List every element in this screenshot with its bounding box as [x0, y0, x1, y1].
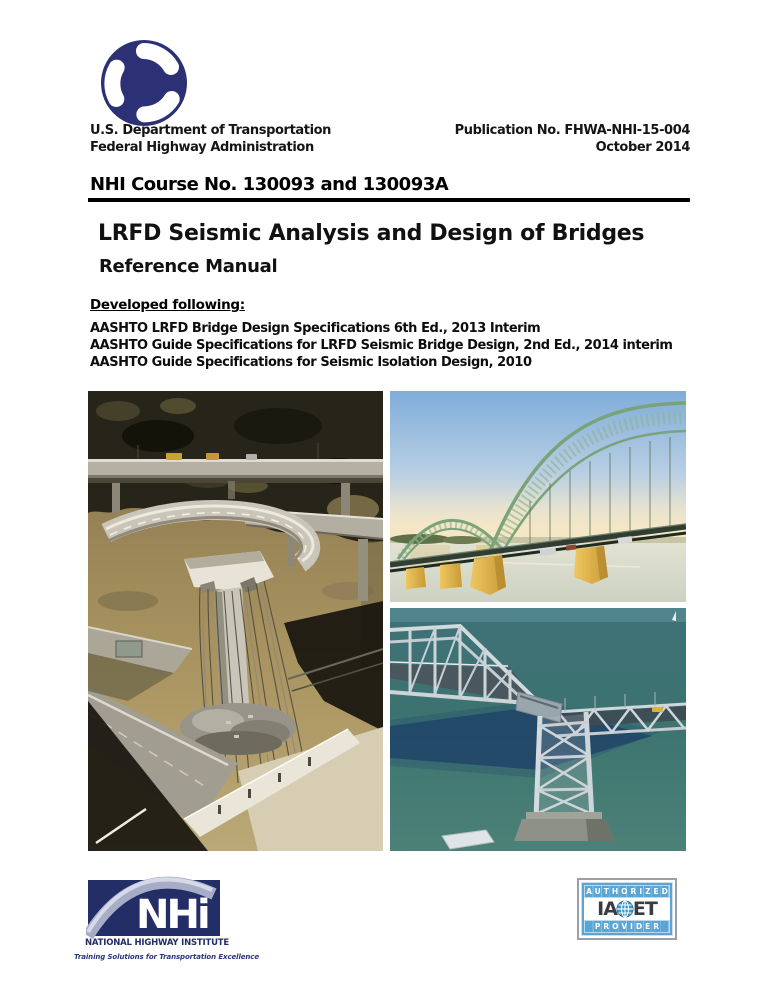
- iacet-name-right: ET: [632, 898, 657, 920]
- us-dot-logo: [100, 39, 188, 127]
- agency-line2: Federal Highway Administration: [90, 139, 314, 155]
- spec-item: AASHTO LRFD Bridge Design Specifications 6th Ed., 2013 Interim: [90, 321, 541, 336]
- photo-arch-bridge: [390, 391, 686, 602]
- nhi-logo-text: NHi: [136, 892, 208, 938]
- nhi-org-name: NATIONAL HIGHWAY INSTITUTE: [85, 938, 229, 948]
- iacet-provider-label: PROVIDER: [584, 920, 670, 933]
- nhi-logo: [86, 872, 224, 942]
- heading-rule: [88, 198, 690, 202]
- iacet-badge: [577, 878, 677, 940]
- iacet-badge-inner: [581, 882, 673, 936]
- agency-line1: U.S. Department of Transportation: [90, 123, 332, 138]
- report-title: LRFD Seismic Analysis and Design of Bridges: [98, 221, 645, 246]
- publication-block: [390, 123, 690, 156]
- iacet-name-left: IA: [597, 898, 617, 920]
- course-heading: NHI Course No. 130093 and 130093A: [90, 174, 449, 195]
- spec-list: [90, 320, 673, 371]
- nhi-tagline: Training Solutions for Transportation Excellence: [74, 953, 259, 961]
- spec-item: AASHTO Guide Specifications for Seismic Isolation Design, 2010: [90, 355, 532, 370]
- developed-label: Developed following:: [90, 297, 245, 313]
- report-subtitle: Reference Manual: [99, 256, 278, 277]
- publication-date: October 2014: [595, 139, 690, 155]
- publication-number: Publication No. FHWA-NHI-15-004: [454, 123, 690, 138]
- agency-block: [90, 123, 331, 156]
- photo-collapsed-truss: [390, 608, 686, 851]
- us-dot-triskelion-icon: [100, 39, 188, 127]
- globe-icon: [616, 900, 634, 918]
- spec-item: AASHTO Guide Specifications for LRFD Seismic Bridge Design, 2nd Ed., 2014 interim: [90, 338, 673, 353]
- photo-collapsed-ramp: [88, 391, 383, 851]
- iacet-authorized-label: AUTHORIZED: [584, 885, 670, 898]
- iacet-name: [584, 898, 670, 920]
